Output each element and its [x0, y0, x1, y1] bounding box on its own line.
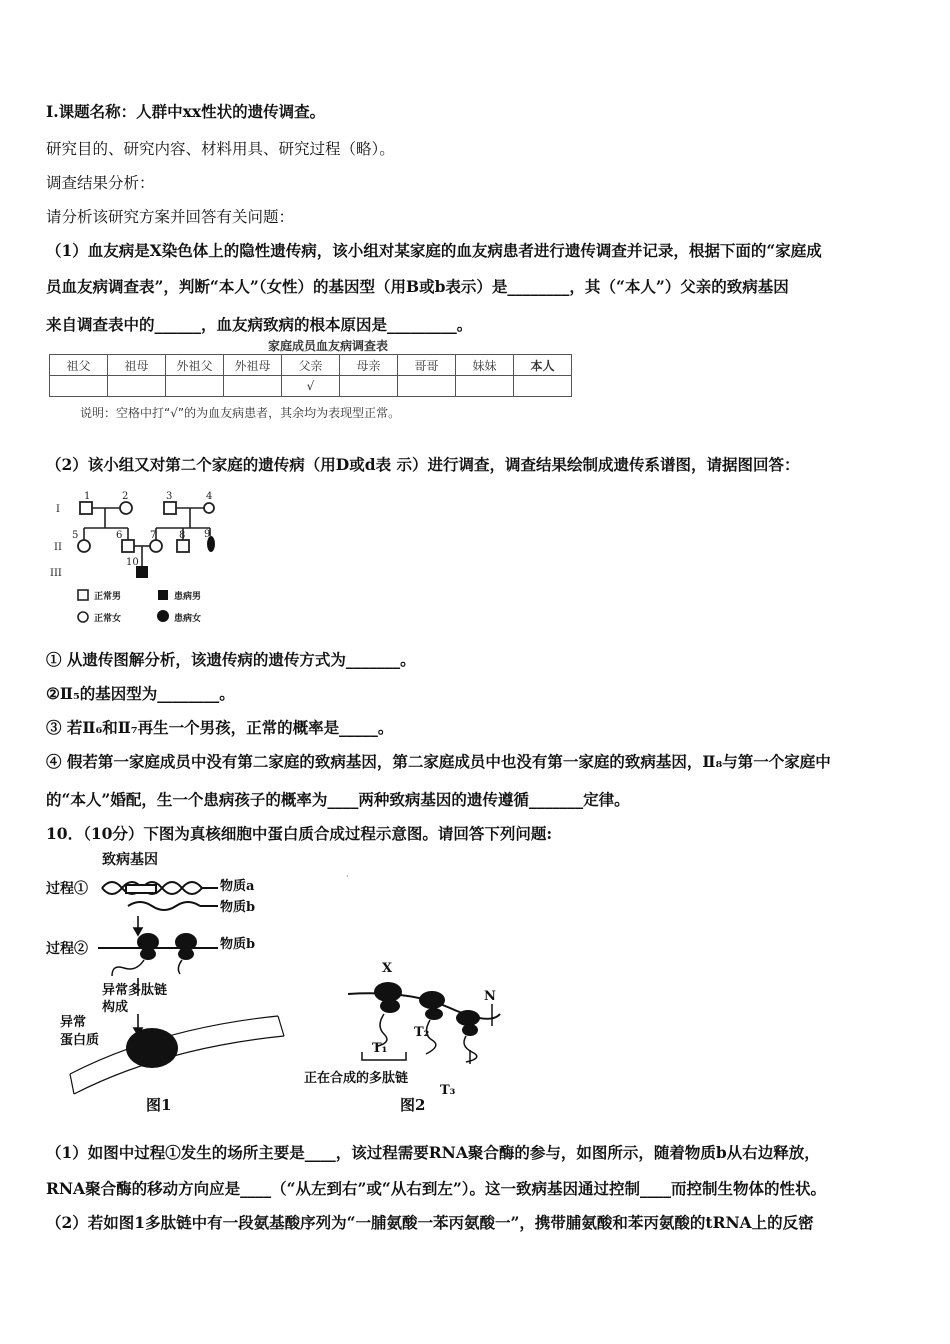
ribosome	[425, 1008, 443, 1020]
individual-number: 8	[179, 530, 186, 541]
question-10-1-line: RNA聚合酶的移动方向应是____（“从左到右”或“从右到左”）。这一致病基因通过控制____而控制生物体的性状。	[46, 1179, 826, 1198]
legend-normal-female-icon	[78, 612, 88, 622]
survey-title: 家庭成员血友病调查表	[268, 339, 389, 353]
pedigree-II7-normal-female	[150, 540, 162, 552]
individual-number: 10	[126, 557, 139, 568]
dna-helix	[102, 882, 218, 910]
survey-header: 祖父	[50, 355, 108, 376]
sub-question-line: ②Ⅱ₅的基因型为________。	[46, 684, 235, 703]
individual-number: 9	[204, 529, 211, 540]
protein-synthesis-figure	[40, 848, 560, 1128]
individual-number: 2	[122, 491, 129, 502]
fig2-caption: 图2	[400, 1096, 426, 1114]
ribosome	[456, 1010, 480, 1026]
fig2-x-label: X	[382, 961, 393, 976]
question-10-2-line: （2）若如图1多肽链中有一段氨基酸序列为“一脯氨酸一苯丙氨酸一”，携带脯氨酸和苯丙氨酸的tRNA上的反密	[46, 1213, 814, 1232]
pedigree-II6-normal-male	[122, 540, 134, 552]
fig1-abnormal-protein: 异常	[60, 1015, 87, 1030]
survey-header: 妹妹	[456, 355, 514, 376]
generation-label: III	[50, 568, 62, 579]
text-line: 请分析该研究方案并回答有关问题：	[46, 208, 295, 226]
generation-label: I	[56, 504, 60, 515]
fig1-abnormal-chain: 构成	[102, 1000, 129, 1015]
survey-cell	[166, 376, 224, 397]
pedigree-I1-normal-male	[80, 502, 92, 514]
pedigree-I2-normal-female	[120, 502, 132, 514]
survey-cell	[108, 376, 166, 397]
cell-membrane	[70, 1016, 284, 1094]
survey-header: 本人	[514, 355, 572, 376]
text-line: 调查结果分析：	[46, 174, 155, 192]
fig2-t2-label: T₂	[414, 1025, 430, 1040]
peptide-chain	[112, 960, 144, 976]
survey-table	[49, 354, 572, 397]
pedigree-II5-normal-female	[78, 540, 90, 552]
legend-affected-female-icon	[157, 610, 169, 622]
individual-number: 7	[150, 530, 157, 541]
pedigree-II8-normal-male	[177, 540, 189, 552]
ribosome	[419, 991, 445, 1009]
survey-cell: √	[282, 376, 340, 397]
pedigree-chart	[46, 488, 236, 628]
fig1-caption: 图1	[146, 1096, 172, 1114]
legend-label: 正常女	[94, 614, 122, 624]
question-1-line: （1）血友病是X染色体上的隐性遗传病，该小组对某家庭的血友病患者进行遗传调查并记录，根据下面的“家庭成	[46, 241, 822, 260]
sub-question-line: ① 从遗传图解分析，该遗传病的遗传方式为_______。	[46, 650, 416, 669]
question-10-heading: 10．（10分）下图为真核细胞中蛋白质合成过程示意图。请回答下列问题:	[46, 824, 553, 843]
fig1-abnormal-protein: 蛋白质	[60, 1033, 100, 1048]
survey-header: 父亲	[282, 355, 340, 376]
ribosome	[140, 948, 156, 960]
fig2-t1-label: T₁	[372, 1041, 388, 1056]
survey-header: 祖母	[108, 355, 166, 376]
legend-normal-male-icon	[78, 590, 88, 600]
legend-affected-male-icon	[158, 590, 168, 600]
survey-header: 外祖母	[224, 355, 282, 376]
peptide-chain	[178, 960, 182, 974]
question-1-line: 员血友病调查表”，判断“本人”（女性）的基因型（用B或b表示）是________，其（“本人”）父亲的致病基因	[46, 277, 789, 296]
individual-number: 4	[206, 491, 213, 502]
individual-number: 5	[72, 530, 79, 541]
ribosome	[374, 982, 402, 1002]
sub-question-line: ③ 若Ⅱ₆和Ⅱ₇再生一个男孩，正常的概率是_____。	[46, 718, 394, 737]
question-1-line: 来自调查表中的______，血友病致病的根本原因是_________。	[46, 315, 473, 334]
fig1-gene-label: 致病基因	[102, 852, 158, 868]
fig1-substance-a: 物质a	[220, 879, 255, 894]
ribosome	[380, 999, 400, 1013]
fig1-process1-label: 过程①	[46, 881, 88, 897]
abnormal-protein	[126, 1028, 178, 1068]
individual-number: 1	[84, 491, 91, 502]
title-line: I.课题名称：人群中xx性状的遗传调查。	[46, 102, 326, 121]
survey-cell	[456, 376, 514, 397]
individual-number: 6	[116, 530, 123, 541]
fig1-abnormal-chain: 异常多肽链	[102, 983, 168, 998]
survey-header: 外祖父	[166, 355, 224, 376]
pedigree-I3-normal-male	[164, 502, 176, 514]
legend-label: 正常男	[94, 592, 122, 602]
fig2-t3-label: T₃	[440, 1083, 456, 1098]
fig1-process2-label: 过程②	[46, 941, 88, 957]
ribosome	[462, 1024, 478, 1036]
fig1-substance-b: 物质b	[220, 900, 256, 915]
legend-label: 患病女	[174, 614, 202, 624]
fig2-chain-label: 正在合成的多肽链	[304, 1071, 409, 1086]
ribosome	[178, 948, 194, 960]
stray-mark: ·	[346, 872, 349, 881]
survey-note: 说明：空格中打“√”的为血友病患者，其余均为表现型正常。	[80, 406, 401, 420]
sub-question-line: 的“本人”婚配，生一个患病孩子的概率为____两种致病基因的遗传遵循_______定律。	[46, 790, 630, 809]
question-10-1-line: （1）如图中过程①发生的场所主要是____，该过程需要RNA聚合酶的参与，如图所示，随着物质b从右边释放，	[46, 1143, 820, 1162]
individual-number: 3	[166, 491, 173, 502]
legend-label: 患病男	[174, 592, 202, 602]
text-line: 研究目的、研究内容、材料用具、研究过程（略）。	[46, 140, 395, 158]
sub-question-line: ④ 假若第一家庭成员中没有第二家庭的致病基因，第二家庭成员中也没有第一家庭的致病基因，Ⅱ₈与第一个家庭中	[46, 752, 831, 771]
survey-cell	[224, 376, 282, 397]
survey-cell	[398, 376, 456, 397]
question-2-line: （2）该小组又对第二个家庭的遗传病（用D或d表 示）进行调查，调查结果绘制成遗传系谱图，请据图回答：	[46, 455, 800, 474]
survey-cell	[50, 376, 108, 397]
fig2-n-label: N	[484, 989, 496, 1004]
generation-label: II	[54, 542, 62, 553]
survey-cell	[340, 376, 398, 397]
survey-header: 哥哥	[398, 355, 456, 376]
survey-header: 母亲	[340, 355, 398, 376]
pedigree-I4-normal-female	[204, 503, 214, 513]
fig1-substance-b: 物质b	[220, 937, 256, 952]
survey-cell	[514, 376, 572, 397]
